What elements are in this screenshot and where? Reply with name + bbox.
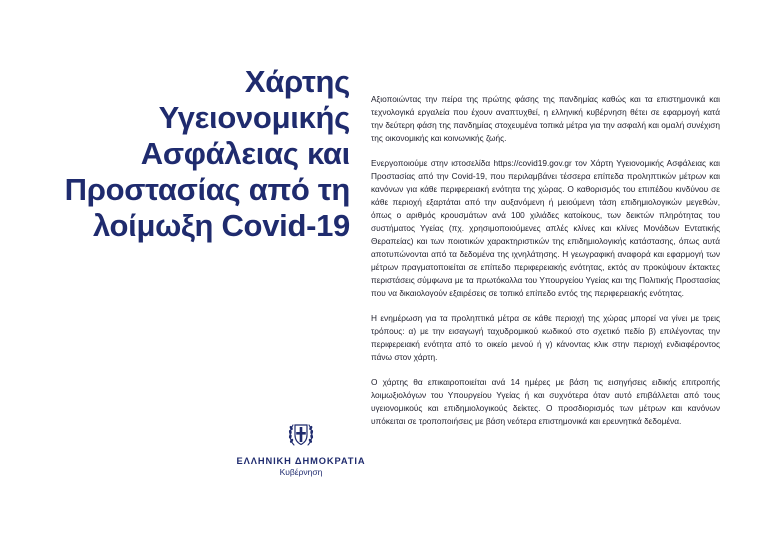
page-title — [20, 64, 350, 244]
paragraph-updates: Ο χάρτης θα επικαιροποιείται ανά 14 ημέρες με βάση τις εισηγήσεις ειδικής επιτροπής λοιμωξιολόγων του Υπουργείου Υγείας ή και συχνότερα όταν αυτό επιβάλλεται από τους υγειονομικούς και επιδημιολογικούς δείκτες. Ο προσδιορισμός των μέτρων και κανόνων υπόκειται σε τροποποιήσεις με βάση νεότερα επιστημονικά και ερευνητικά δεδομένα. — [371, 377, 720, 426]
title-line: Προστασίας από τη — [64, 172, 350, 207]
paragraph-intro: Αξιοποιώντας την πείρα της πρώτης φάσης της πανδημίας καθώς και τα επιστημονικά και τεχνολογικά εργαλεία που έχουν αναπτυχθεί, η ελληνική κυβέρνηση θέτει σε εφαρμογή κατά την δεύτερη φάση της πανδημίας στοχευμένα τοπικά μέτρα για την ασφαλή και ομαλή συνέχιση της οικονομικής και κοινωνικής ζωής. — [371, 94, 720, 143]
government-name: ΕΛΛΗΝΙΚΗ ΔΗΜΟΚΡΑΤΙΑ — [236, 456, 366, 466]
body-text — [371, 93, 720, 440]
title-line: Χάρτης — [244, 64, 350, 99]
title-line: Ασφάλειας και — [140, 136, 350, 171]
government-logo — [236, 419, 366, 478]
title-line: Υγειονομικής — [158, 100, 350, 135]
title-line: λοίμωξη Covid-19 — [92, 208, 350, 243]
paragraph-how-to-use: Η ενημέρωση για τα προληπτικά μέτρα σε κάθε περιοχή της χώρας μπορεί να γίνει με τρεις τρόπους: α) με την εισαγωγή ταχυδρομικού κωδικού στο σχετικό πεδίο β) επιλέγοντας την περιφερειακή ενότητα από το οικείο μενού ή γ) κάνοντας κλικ στην περιοχή ενδιαφέροντος πάνω στον χάρτη. — [371, 313, 720, 362]
hellenic-republic-coat-of-arms-icon — [286, 419, 316, 449]
government-subtitle: Κυβέρνηση — [279, 467, 323, 477]
paragraph-map-description: Ενεργοποιούμε στην ιστοσελίδα https://covid19.gov.gr τον Χάρτη Υγειονομικής Ασφάλειας και Προστασίας από την Covid-19, που περιλαμβάνει τέσσερα επίπεδα προληπτικών μέτρων και κανόνων για κάθε περιφερειακή ενότητα της χώρας. Ο καθορισμός του επιπέδου κινδύνου σε κάθε περιοχή εξαρτάται από την αυξανόμενη ή μειούμενη τάση επιδημιολογικών μεγεθών, όπως ο αριθμός κρουσμάτων ανά 100 χιλιάδες κατοίκους, των δεικτών πληρότητας του συστήματος Υγείας (πχ. χρησιμοποιούμενες απλές κλίνες και κλίνες Μονάδων Εντατικής Θεραπείας) και των ποιοτικών χαρακτηριστικών της επιδημιολογικής κατάστασης, όπως αυτά αποτυπώνονται από τα δεδομένα της ιχνηλάτησης. Η γεωγραφική αναφορά και εφαρμογή των μέτρων πραγματοποιείται σε επίπεδο περιφερειακής ενότητας, εκτός αν προκύψουν έκτακτες περιστάσεις σύμφωνα με τα πρωτόκολλα του Υπουργείου Υγείας και της Πολιτικής Προστασίας που να δικαιολογούν εξαιρέσεις σε τοπικό επίπεδο εντός της περιφερειακής ενότητας. — [371, 158, 720, 298]
